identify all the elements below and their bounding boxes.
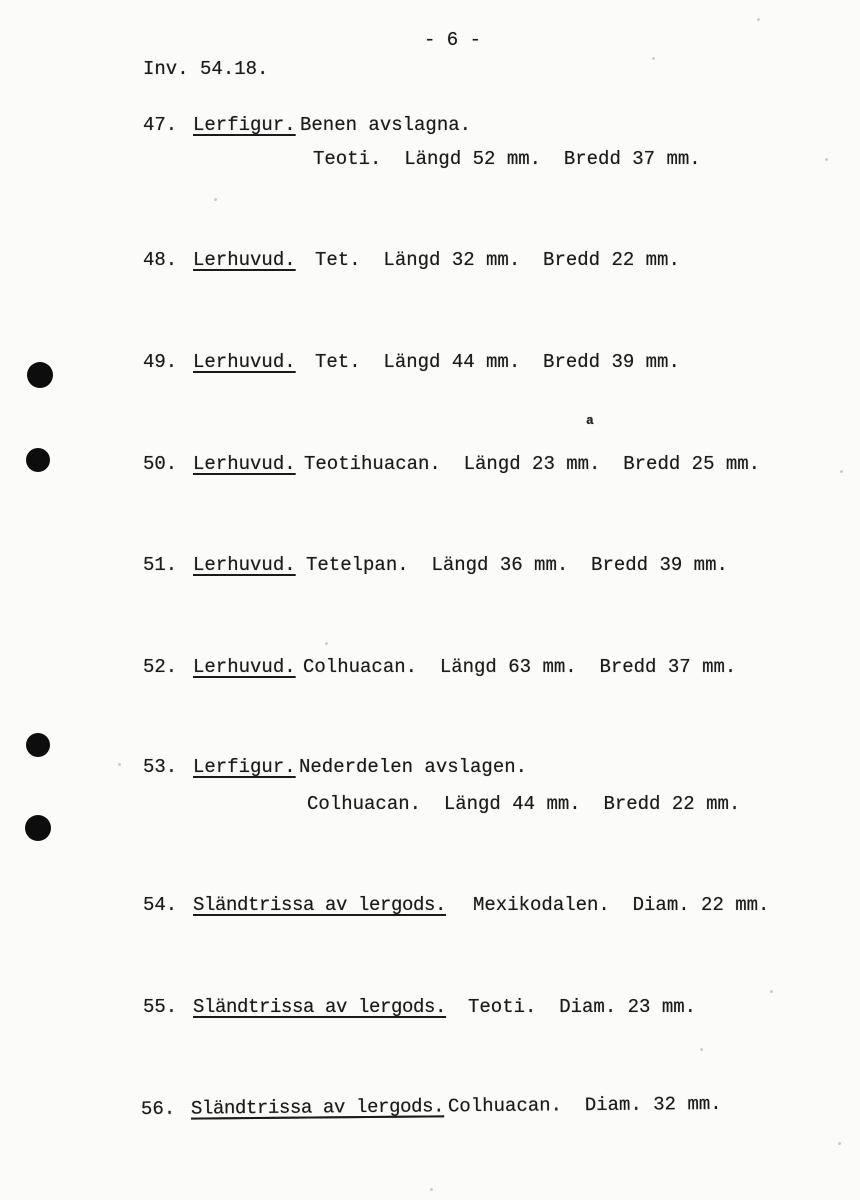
entry-number: 47. <box>143 114 178 136</box>
punch-hole-dot <box>26 448 50 472</box>
scan-speck <box>838 1142 841 1145</box>
scan-speck <box>652 57 655 60</box>
entry-title: Lerhuvud. <box>193 249 296 271</box>
stray-ink-mark: a <box>586 413 594 428</box>
catalog-entry <box>143 350 860 374</box>
entry-number: 48. <box>143 249 178 271</box>
catalog-entry <box>143 755 860 779</box>
entry-number: 51. <box>143 554 178 576</box>
page-number: - 6 - <box>424 29 482 51</box>
entry-title: Lerhuvud. <box>193 351 296 373</box>
entry-description: Colhuacan. Diam. 32 mm. <box>447 1092 722 1118</box>
entry-description-line2: Colhuacan. Längd 44 mm. Bredd 22 mm. <box>307 793 741 815</box>
entry-description: Teotihuacan. Längd 23 mm. Bredd 25 mm. <box>304 453 761 475</box>
entry-title: Lerfigur. <box>193 114 296 136</box>
punch-hole-dot <box>26 733 50 757</box>
entry-number: 49. <box>143 351 178 373</box>
entry-description: Nederdelen avslagen. <box>299 756 528 778</box>
scan-speck <box>214 198 217 201</box>
catalog-entry <box>143 113 860 137</box>
entry-number: 56. <box>140 1097 176 1120</box>
entry-title: Lerhuvud. <box>193 453 296 475</box>
scan-speck <box>430 1188 433 1191</box>
entry-number: 52. <box>143 656 178 678</box>
scan-speck <box>770 990 773 993</box>
entry-number: 54. <box>143 894 178 916</box>
scan-speck <box>520 905 523 908</box>
entry-description: Benen avslagna. <box>300 114 472 136</box>
entry-number: 53. <box>143 756 178 778</box>
entry-description: Tet. Längd 44 mm. Bredd 39 mm. <box>315 351 680 373</box>
entry-number: 55. <box>143 996 178 1018</box>
catalog-entry <box>143 655 860 679</box>
catalog-entry <box>141 1091 860 1121</box>
entry-title: Lerfigur. <box>193 756 296 778</box>
scan-speck <box>840 470 843 473</box>
entry-title: Lerhuvud. <box>193 554 296 576</box>
inventory-number: Inv. 54.18. <box>143 58 269 80</box>
catalog-entry <box>143 248 860 272</box>
scan-speck <box>825 158 828 161</box>
entry-number: 50. <box>143 453 178 475</box>
entry-description: Mexikodalen. Diam. 22 mm. <box>473 894 770 916</box>
punch-hole-dot <box>25 815 51 841</box>
entry-title: Lerhuvud. <box>193 656 296 678</box>
entry-description: Teoti. Diam. 23 mm. <box>468 996 697 1018</box>
entry-description: Tet. Längd 32 mm. Bredd 22 mm. <box>315 249 680 271</box>
scan-speck <box>757 18 760 21</box>
entry-description: Colhuacan. Längd 63 mm. Bredd 37 mm. <box>303 656 737 678</box>
entry-description: Tetelpan. Längd 36 mm. Bredd 39 mm. <box>306 554 728 576</box>
entry-title: Sländtrissa av lergods. <box>193 996 447 1018</box>
scan-speck <box>118 763 121 766</box>
scan-speck <box>700 1048 703 1051</box>
catalog-entry <box>143 553 860 577</box>
scan-speck <box>325 642 328 645</box>
punch-hole-dot <box>27 362 53 388</box>
catalog-entry <box>143 893 860 917</box>
entry-title: Sländtrissa av lergods. <box>193 894 447 916</box>
entry-title: Sländtrissa av lergods. <box>190 1095 445 1120</box>
entry-description-line2: Teoti. Längd 52 mm. Bredd 37 mm. <box>313 148 701 170</box>
catalog-entry <box>143 452 860 476</box>
catalog-entry <box>143 995 860 1019</box>
